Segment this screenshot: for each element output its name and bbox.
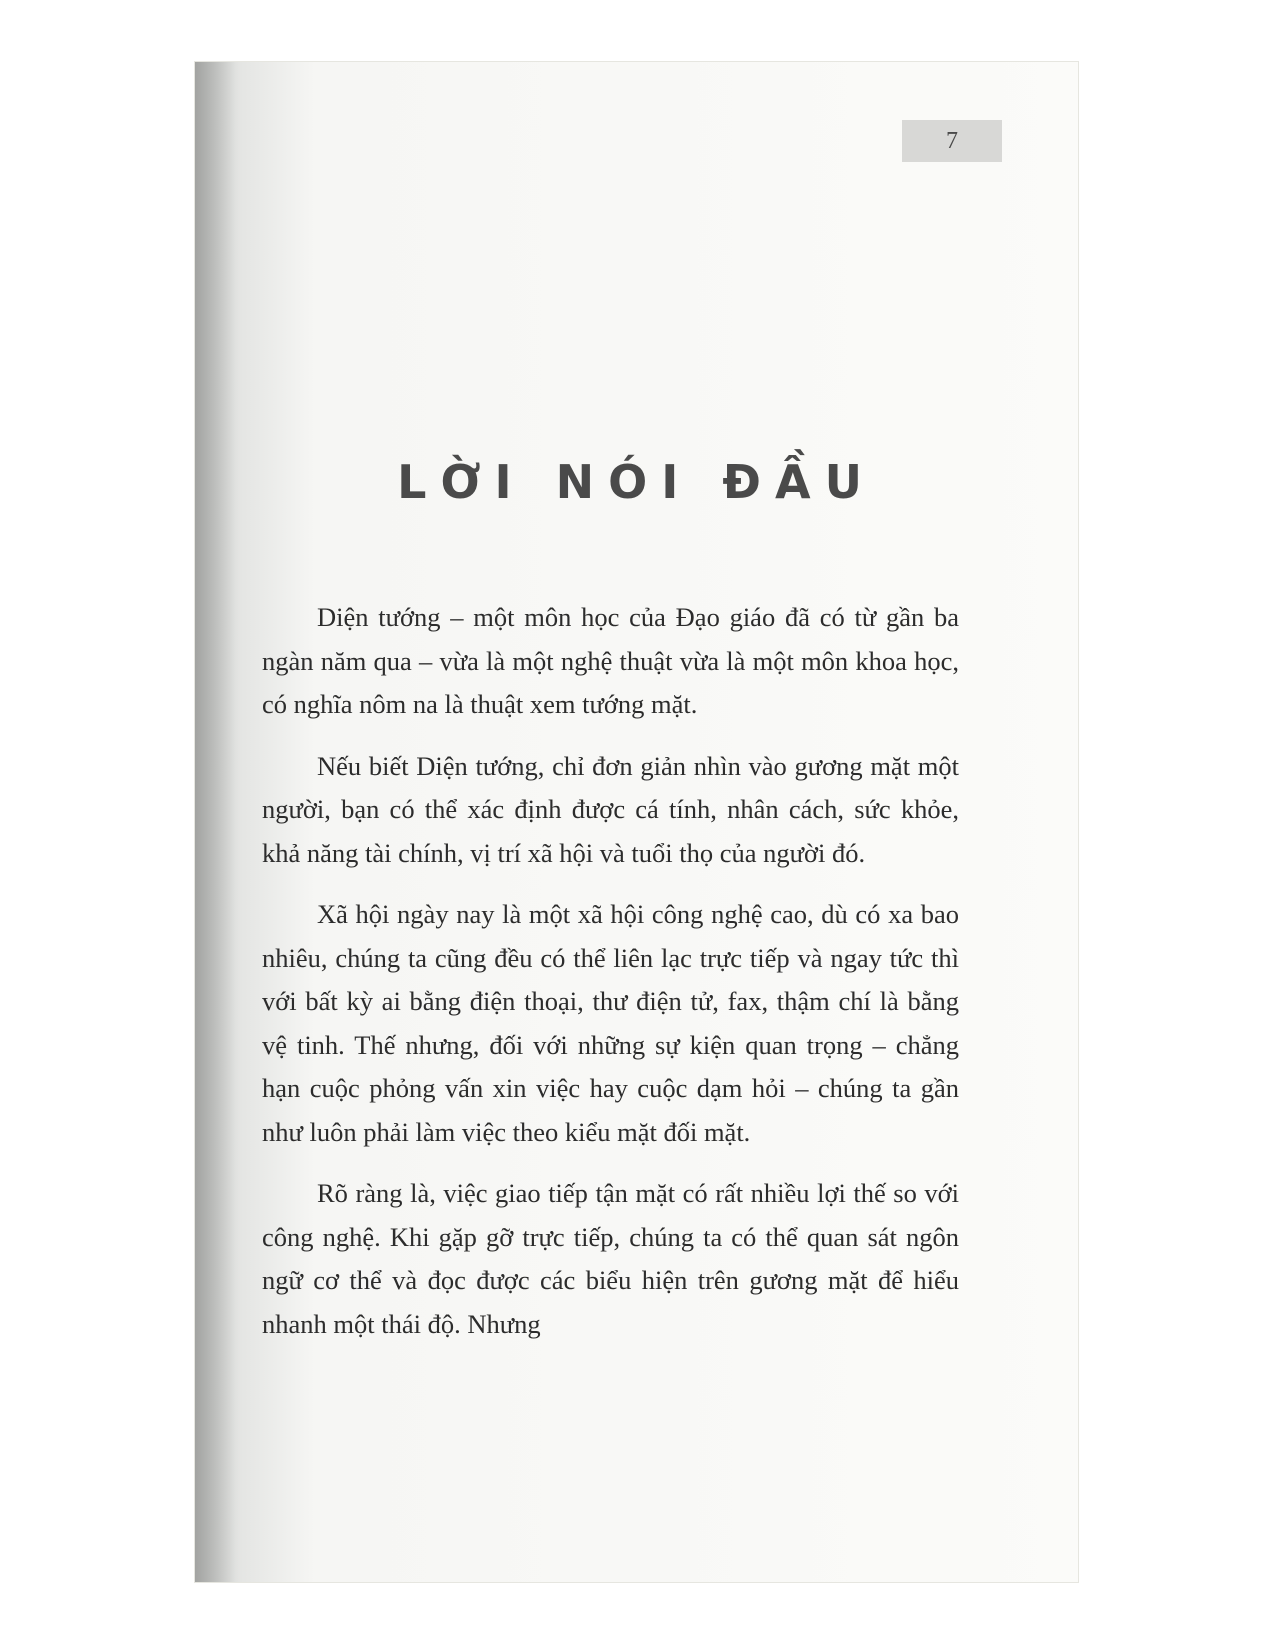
body-text bbox=[262, 596, 959, 1364]
paragraph: Rõ ràng là, việc giao tiếp tận mặt có rất nhiều lợi thế so với công nghệ. Khi gặp gỡ trực tiếp, chúng ta có thể quan sát ngôn ngữ cơ thể và đọc được các biểu hiện trên gương mặt để hiểu nhanh một thái độ. Nhưng bbox=[262, 1178, 959, 1339]
page-gutter-shadow bbox=[195, 62, 235, 1582]
paragraph: Xã hội ngày nay là một xã hội công nghệ cao, dù có xa bao nhiêu, chúng ta cũng đều có thể liên lạc trực tiếp và ngay tức thì với bất kỳ ai bằng điện thoại, thư điện tử, fax, thậm chí là bằng vệ tinh. Thế nhưng, đối với những sự kiện quan trọng – chẳng hạn cuộc phỏng vấn xin việc hay cuộc dạm hỏi – chúng ta gần như luôn phải làm việc theo kiểu mặt đối mặt. bbox=[262, 899, 959, 1147]
book-page bbox=[195, 62, 1078, 1582]
paragraph: Diện tướng – một môn học của Đạo giáo đã có từ gần ba ngàn năm qua – vừa là một nghệ thuật vừa là một môn khoa học, có nghĩa nôm na là thuật xem tướng mặt. bbox=[262, 602, 959, 719]
chapter-title: LỜI NÓI ĐẦU bbox=[397, 455, 876, 509]
page-number: 7 bbox=[902, 120, 1002, 162]
paragraph: Nếu biết Diện tướng, chỉ đơn giản nhìn vào gương mặt một người, bạn có thể xác định được cá tính, nhân cách, sức khỏe, khả năng tài chính, vị trí xã hội và tuổi thọ của người đó. bbox=[262, 750, 959, 868]
